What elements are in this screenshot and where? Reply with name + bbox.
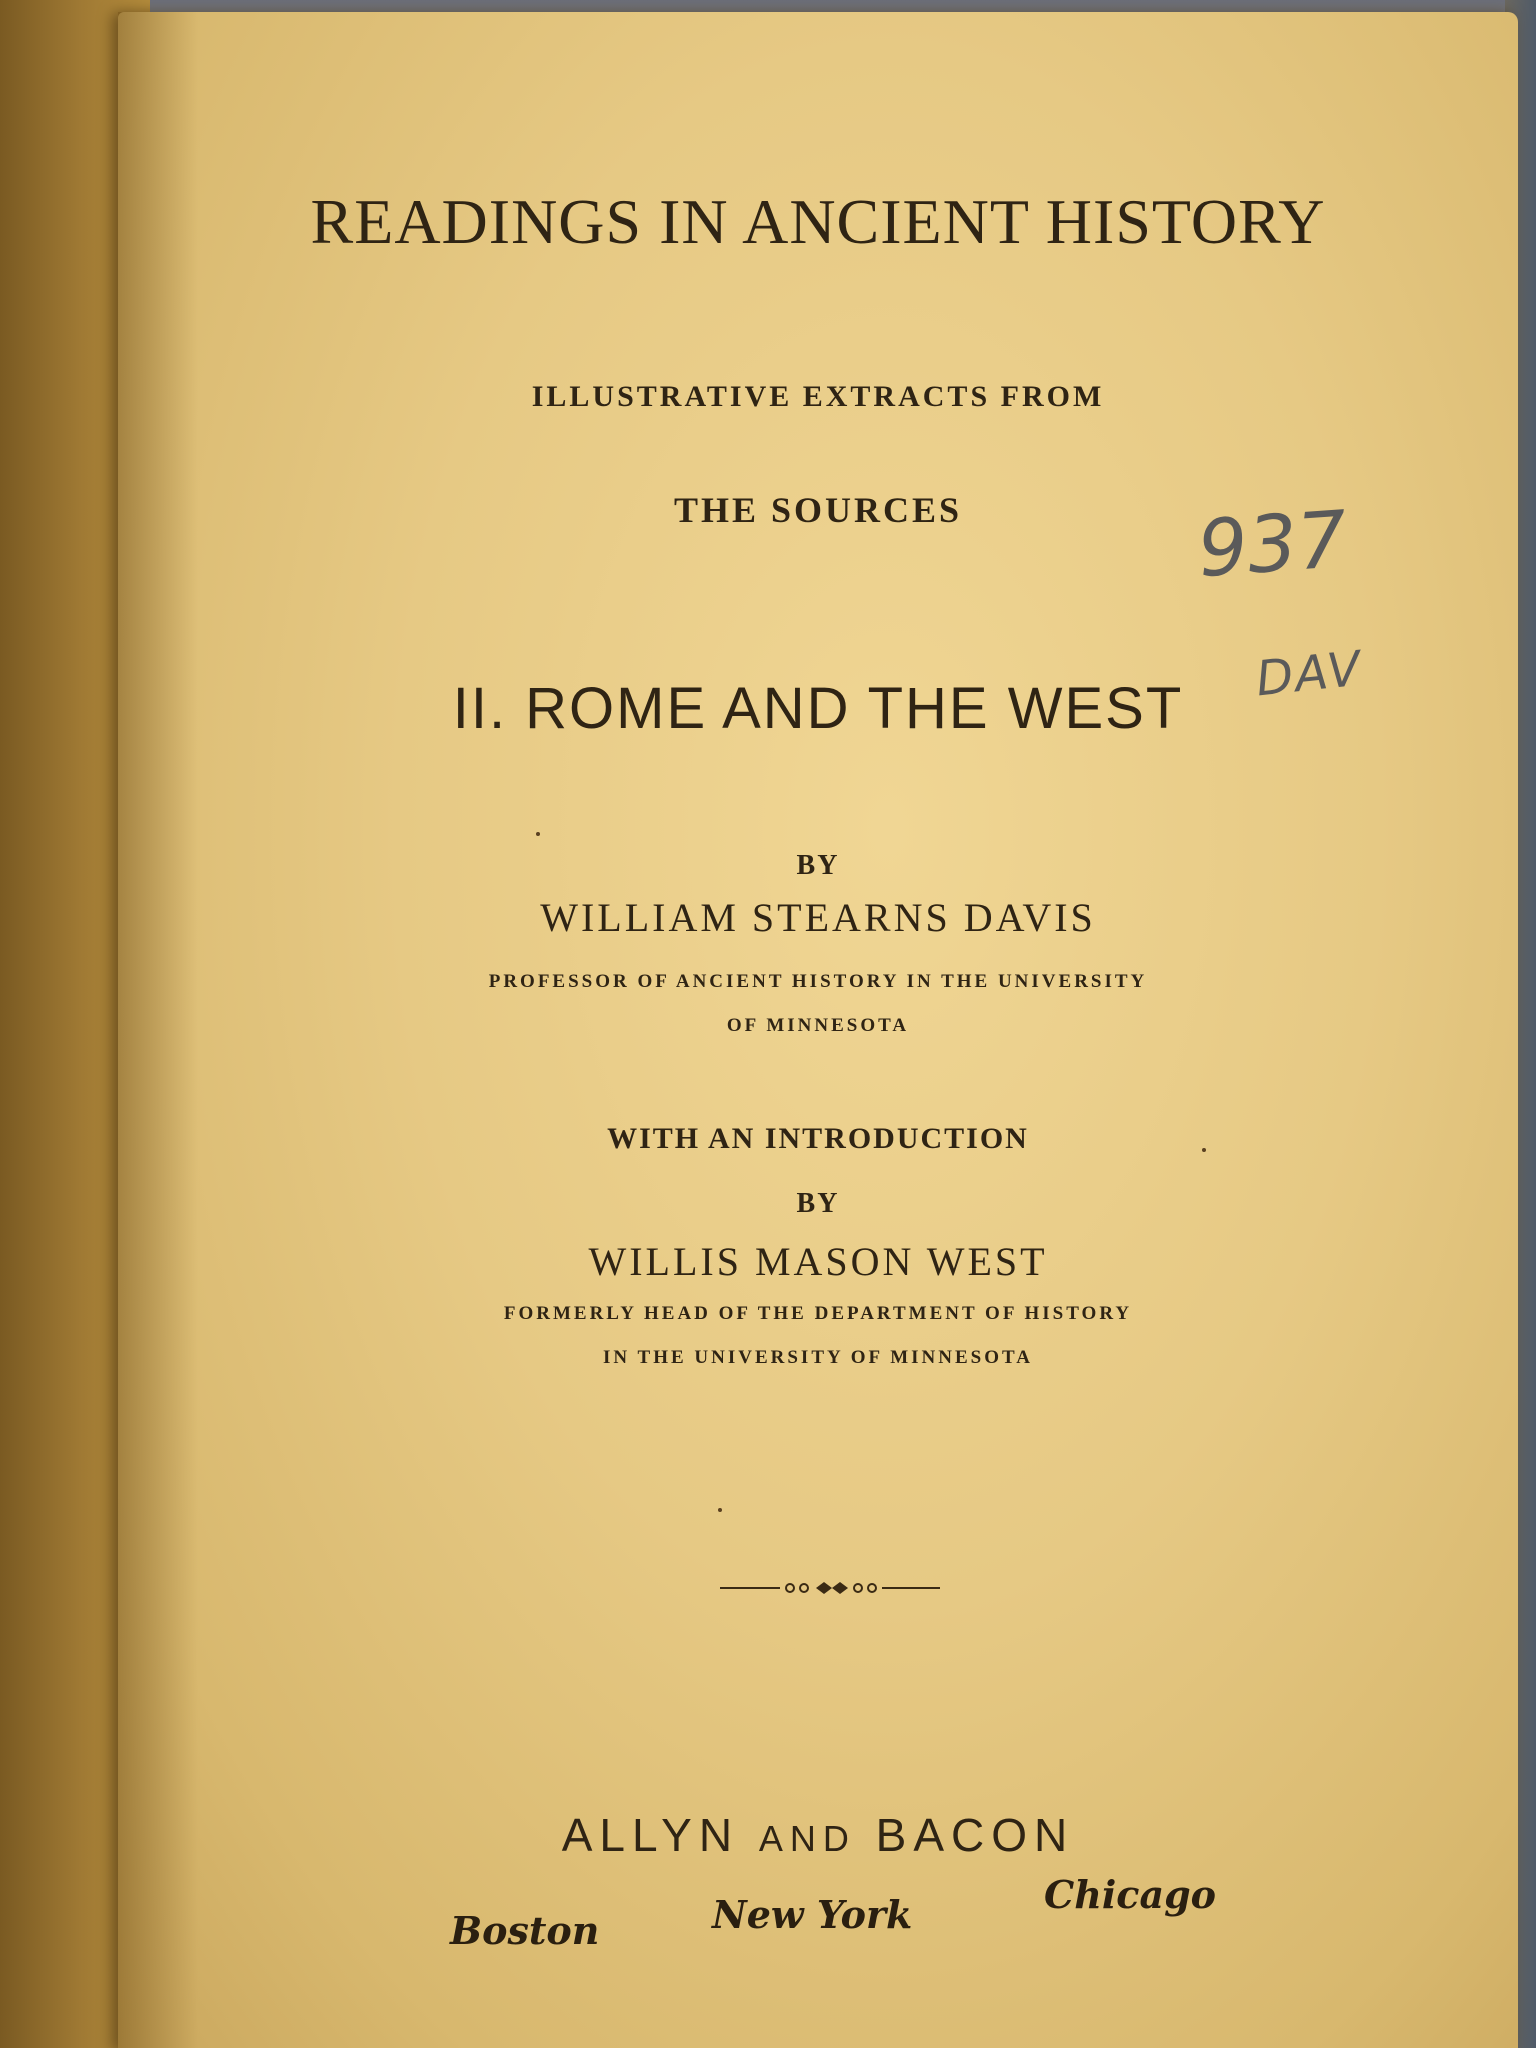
publisher-name-and: AND <box>758 1818 856 1859</box>
paper-speck <box>536 832 540 836</box>
volume-title: II. ROME AND THE WEST <box>452 676 1184 741</box>
publisher-city-boston: Boston <box>450 1908 600 1953</box>
by-label-2: BY <box>796 1188 840 1219</box>
introduction-author: WILLIS MASON WEST <box>588 1239 1048 1284</box>
publisher-name-1: ALLYN <box>561 1809 740 1861</box>
book-title: READINGS IN ANCIENT HISTORY <box>310 186 1326 257</box>
subtitle-line-1: ILLUSTRATIVE EXTRACTS FROM <box>531 380 1105 413</box>
introduction-label: WITH AN INTRODUCTION <box>607 1122 1029 1155</box>
author-name: WILLIAM STEARNS DAVIS <box>540 895 1096 940</box>
author-affiliation-line-1: PROFESSOR OF ANCIENT HISTORY IN THE UNIVERSITY <box>488 971 1148 992</box>
paper-speck <box>718 1508 722 1512</box>
title-page <box>118 12 1518 2048</box>
paper-speck <box>1202 1148 1206 1152</box>
publisher-city-chicago: Chicago <box>1044 1872 1216 1917</box>
page-gutter-shadow <box>118 12 198 2048</box>
publisher-name <box>118 1809 1518 1861</box>
author-affiliation-line-2: OF MINNESOTA <box>726 1015 910 1036</box>
by-label: BY <box>796 850 840 881</box>
printers-ornament <box>720 1578 940 1598</box>
publisher-city-new-york: New York <box>712 1892 913 1937</box>
handwritten-author-code: DAV <box>1253 640 1365 708</box>
introduction-affiliation-line-2: IN THE UNIVERSITY OF MINNESOTA <box>603 1347 1033 1368</box>
publisher-name-2: BACON <box>875 1809 1075 1861</box>
subtitle-line-2: THE SOURCES <box>673 490 963 530</box>
handwritten-call-number: 937 <box>1195 494 1350 596</box>
introduction-affiliation-line-1: FORMERLY HEAD OF THE DEPARTMENT OF HISTORY <box>503 1303 1133 1324</box>
